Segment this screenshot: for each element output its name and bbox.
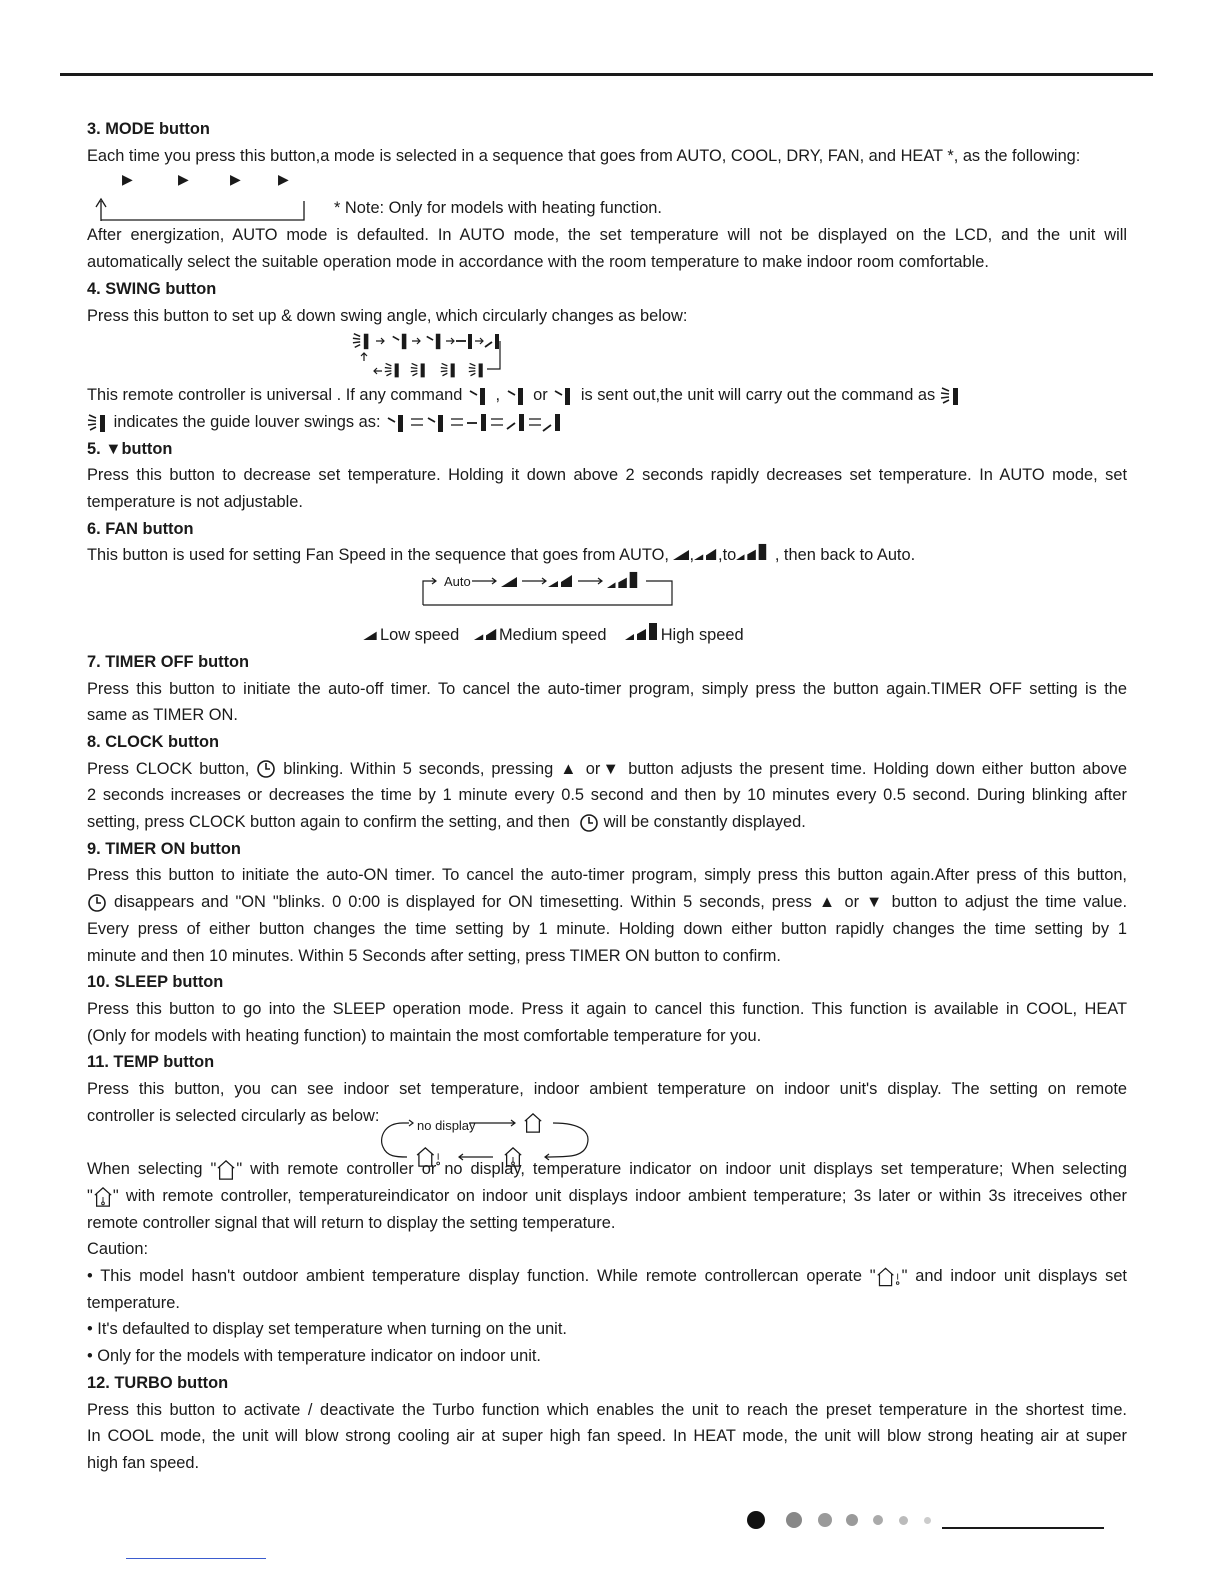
- mode-return-loop: [93, 195, 308, 221]
- clock-text-3: [87, 809, 1127, 836]
- clock-text-1a: Press CLOCK button,: [87, 759, 250, 778]
- mode-text: Each time you press this button,a mode is selected in a sequence that goes from AUTO, COOL, DRY, FAN, and HEAT *, as the following:: [87, 146, 1081, 165]
- house-outdoor-icon: [876, 1266, 902, 1288]
- house-indoor-icon: [93, 1186, 113, 1208]
- mode-arrow-4: ▶: [278, 171, 289, 188]
- timer-on-heading: 9. TIMER ON button: [87, 839, 241, 858]
- fan-text-b: , then back to Auto.: [774, 546, 916, 565]
- timer-clock-icon: [87, 893, 107, 913]
- turbo-heading: 12. TURBO button: [87, 1373, 229, 1392]
- manual-content: [87, 116, 1127, 1477]
- fan-legend-high: High speed: [660, 626, 744, 645]
- swing-command-icon-1: [467, 385, 491, 407]
- footer-dot-6: [899, 1516, 908, 1525]
- mode-sequence-diagram: [87, 169, 1127, 222]
- swing-heading: 4. SWING button: [87, 279, 217, 298]
- fan-low-icon: [673, 548, 689, 560]
- fan-diagram-auto: Auto: [444, 574, 471, 590]
- swing-louver-sequence: [385, 411, 565, 435]
- down-text-2: temperature is not adjustable.: [87, 493, 303, 512]
- temp-bullet-2: • It's defaulted to display set temperature when turning on the unit.: [87, 1320, 567, 1339]
- swing-cycle-diagram: [87, 329, 1127, 382]
- fan-medium-icon: [694, 547, 718, 560]
- down-heading: 5. ▼button: [87, 439, 173, 458]
- fan-legend-medium-icon: [473, 627, 499, 640]
- temp-bullet-1c: temperature.: [87, 1293, 180, 1312]
- swing-universal-text-a: This remote controller is universal . If any command: [87, 386, 463, 405]
- swing-auto-icon: [940, 385, 964, 407]
- swing-command-icon-3: [552, 385, 576, 407]
- swing-or-text: or: [533, 386, 548, 405]
- clock-text-2: 2 seconds increases or decreases the time by 1 minute every 0.5 second and then by 10 minutes every 0.5 second. During blinking after: [87, 786, 1127, 805]
- timer-on-text-4: minute and then 10 minutes. Within 5 Seconds after setting, press TIMER ON button to confirm.: [87, 946, 781, 965]
- footer-dot-1: [747, 1511, 765, 1529]
- mode-arrow-1: ▶: [122, 171, 133, 188]
- footer-link-underline: [126, 1558, 266, 1559]
- temp-text-3a: When selecting ": [87, 1160, 217, 1179]
- fan-legend-low-icon: [360, 630, 380, 640]
- sleep-text-2: (Only for models with heating function) to maintain the most comfortable temperature for you.: [87, 1026, 762, 1045]
- clock-heading: 8. CLOCK button: [87, 732, 220, 751]
- temp-text-2-row: [87, 1103, 1127, 1133]
- swing-louver-text: indicates the guide louver swings as:: [113, 412, 381, 431]
- swing-cycle-svg: [352, 331, 512, 381]
- fan-heading: 6. FAN button: [87, 519, 194, 538]
- fan-high-icon: [736, 543, 770, 560]
- top-rule: [60, 73, 1153, 76]
- temp-text-4a: ": [87, 1186, 93, 1205]
- turbo-text-1: Press this button to activate / deactivate the Turbo function which enables the unit to reach the preset temperature in the shortest time.: [87, 1400, 1127, 1419]
- footer-dot-7: [924, 1517, 931, 1524]
- fan-text-to: ,to: [718, 546, 737, 565]
- temp-caution: Caution:: [87, 1240, 149, 1259]
- clock-icon-2: [579, 813, 599, 833]
- footer-dot-2: [786, 1512, 802, 1528]
- timer-off-text-1: Press this button to initiate the auto-off timer. To cancel the auto-timer program, simply press the button again.TIMER OFF setting is the: [87, 679, 1127, 698]
- turbo-text-2: In COOL mode, the unit will blow strong cooling air at super high fan speed. In HEAT mode, the unit will blow strong heating air at super: [87, 1427, 1127, 1446]
- swing-louver-line: [87, 409, 1127, 436]
- temp-bullet-1a: • This model hasn't outdoor ambient temperature display function. While remote controllercan operate ": [87, 1267, 876, 1285]
- clock-text-1: [87, 756, 1127, 783]
- mode-note: * Note: Only for models with heating function.: [334, 199, 662, 218]
- clock-text-1b: blinking. Within 5 seconds, pressing ▲ or▼ button adjusts the present time. Holding down either button above: [283, 759, 1128, 778]
- temp-diagram-no-display: no display: [417, 1117, 476, 1133]
- timer-on-text-2: [87, 889, 1127, 916]
- temp-text-4: [87, 1183, 1127, 1210]
- fan-text-a: This button is used for setting Fan Speed in the sequence that goes from AUTO,: [87, 546, 669, 565]
- temp-text-3: [87, 1156, 1127, 1183]
- mode-arrow-2: ▶: [178, 171, 189, 188]
- clock-text-3b: will be constantly displayed.: [603, 813, 806, 832]
- temp-text-5: remote controller signal that will return to display the setting temperature.: [87, 1213, 616, 1232]
- temp-text-4b: " with remote controller, temperatureindicator on indoor unit displays indoor ambient temperature; 3s later or within 3s itreceives other: [112, 1186, 1127, 1205]
- swing-auto-icon-2: [87, 412, 109, 434]
- swing-text: Press this button to set up & down swing angle, which circularly changes as below:: [87, 306, 688, 325]
- temp-heading: 11. TEMP button: [87, 1053, 215, 1072]
- fan-legend-medium: Medium speed: [498, 626, 607, 645]
- temp-bullet-1: [87, 1263, 1127, 1290]
- fan-legend-high-icon: [625, 622, 661, 640]
- timer-on-text-2-body: disappears and "ON "blinks. 0 0:00 is displayed for ON timesetting. Within 5 seconds, press ▲ or ▼ button to adjust the time value.: [113, 893, 1127, 912]
- temp-bullet-3: • Only for the models with temperature indicator on indoor unit.: [87, 1347, 541, 1366]
- down-text-1: Press this button to decrease set temperature. Holding it down above 2 seconds rapidly decreases set temperature. In AUTO mode, set: [87, 466, 1127, 485]
- sleep-heading: 10. SLEEP button: [87, 973, 224, 992]
- footer-rule: [942, 1527, 1104, 1529]
- footer-dot-3: [818, 1513, 832, 1527]
- clock-text-3a: setting, press CLOCK button again to confirm the setting, and then: [87, 813, 570, 832]
- swing-universal-line: This remote controller is universal . If any command , or is sent out,the unit will carry out the command as: [87, 382, 1127, 409]
- turbo-text-3: high fan speed.: [87, 1453, 200, 1472]
- temp-text-3b: " with remote controller or no display, temperature indicator on indoor unit displays set temperature; When selecting: [236, 1160, 1127, 1179]
- mode-detail-line-2: automatically select the suitable operation mode in accordance with the room temperature to make indoor room comfortable.: [87, 253, 989, 272]
- fan-text: This button is used for setting Fan Speed in the sequence that goes from AUTO, , ,to , then back to Auto.: [87, 542, 1127, 569]
- timer-off-text-2: same as TIMER ON.: [87, 706, 238, 725]
- swing-universal-text-b: is sent out,the unit will carry out the command as: [580, 386, 936, 405]
- house-icon: [216, 1159, 236, 1181]
- timer-on-text-1: Press this button to initiate the auto-ON timer. To cancel the auto-timer program, simply press this button again.After press of this button,: [87, 866, 1127, 885]
- mode-arrow-3: ▶: [230, 171, 241, 188]
- fan-legend-low: Low speed: [380, 626, 460, 645]
- footer-dot-4: [846, 1514, 858, 1526]
- timer-on-text-3: Every press of either button changes the time setting by 1 minute. Holding down either button rapidly changes the time setting by 1: [87, 919, 1127, 938]
- swing-command-icon-2: [505, 385, 529, 407]
- temp-text-1: Press this button, you can see indoor set temperature, indoor ambient temperature on indoor unit's display. The setting on remote: [87, 1080, 1127, 1099]
- clock-icon: [256, 759, 276, 779]
- timer-off-heading: 7. TIMER OFF button: [87, 652, 250, 671]
- footer-dot-5: [873, 1515, 883, 1525]
- mode-heading: 3. MODE button: [87, 120, 210, 138]
- mode-detail-line-1: After energization, AUTO mode is defaulted. In AUTO mode, the set temperature will not be displayed on the LCD, and the unit will: [87, 226, 1127, 245]
- fan-cycle-diagram: [87, 569, 1127, 622]
- fan-legend: [87, 622, 1127, 649]
- sleep-text-1: Press this button to go into the SLEEP operation mode. Press it again to cancel this function. This function is available in COOL, HEAT: [87, 999, 1127, 1018]
- temp-bullet-1b: " and indoor unit displays set: [901, 1267, 1127, 1285]
- temp-text-2: controller is selected circularly as below:: [87, 1106, 380, 1125]
